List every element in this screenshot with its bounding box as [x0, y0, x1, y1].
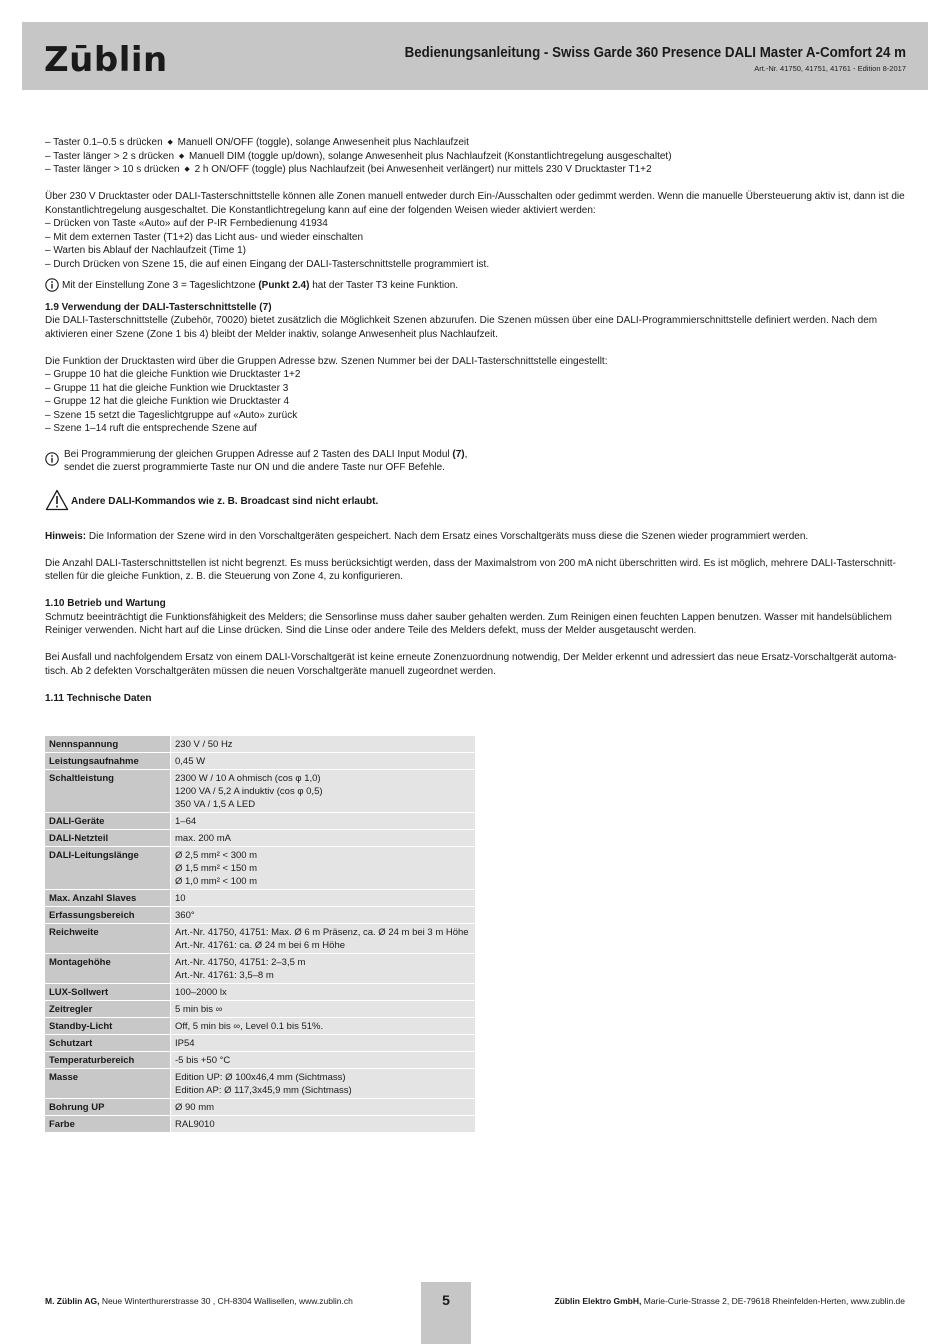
tech-value-line: 230 V / 50 Hz	[175, 739, 233, 750]
section-1-11-heading: 1.11 Technische Daten	[45, 692, 152, 704]
warning-note	[45, 495, 907, 511]
tech-row	[45, 813, 475, 830]
tech-row	[45, 1052, 475, 1069]
tech-value-line: Art.-Nr. 41761: 3,5–8 m	[175, 970, 274, 981]
hint-label: Hinweis:	[45, 530, 87, 542]
tech-value-line: 0,45 W	[175, 756, 206, 767]
footer-left-address: Neue Winterthurerstrasse 30 , CH-8304 Wallisellen, www.zublin.ch	[99, 1296, 353, 1306]
warning-icon	[45, 489, 69, 511]
tech-row	[45, 1035, 475, 1052]
tech-value	[171, 984, 476, 1001]
section-1-9-item: – Gruppe 11 hat die gleiche Funktion wie Drucktaster 3	[45, 382, 289, 394]
intro-line-3-pre: – Taster länger > 10 s drücken	[45, 164, 180, 175]
tech-row	[45, 736, 475, 753]
tech-value-line: 5 min bis ∞	[175, 1004, 223, 1015]
tech-value-line: Ø 1,5 mm² < 150 m	[175, 863, 258, 874]
tech-row	[45, 753, 475, 770]
hint-line	[45, 530, 907, 544]
manual-item: – Durch Drücken von Szene 15, die auf einen Eingang der DALI-Tasterschnittstelle programmiert ist.	[45, 258, 490, 270]
document-meta: Art.-Nr. 41750, 41751, 41761 - Edition 8-2017	[754, 64, 906, 73]
diamond-bullet-icon: ◆	[184, 166, 190, 173]
manual-item: – Drücken von Taste «Auto» auf der P-IR Fernbedienung 41934	[45, 218, 328, 229]
technical-data-table	[45, 736, 475, 1133]
manual-para-line-1: Über 230 V Drucktaster oder DALI-Tasterschnittstelle können alle Zonen manuell entweder durch Ein-/Ausschalten oder gedimmt werden. Wenn die manuelle Übersteuerung aktiv ist, dann ist die	[45, 191, 905, 202]
intro-line-2-pre: – Taster länger > 2 s drücken	[45, 150, 175, 162]
count-line-1: Die Anzahl DALI-Tasterschnittstellen ist nicht begrenzt. Es muss berücksichtigt werden, dass der Maximalstrom von 200 mA nicht überschritten wird. Es ist möglich, mehrere DALI-Tasterschnitt-	[45, 557, 896, 569]
tech-row	[45, 1099, 475, 1116]
tech-key: Montagehöhe	[45, 954, 171, 984]
tech-value	[171, 907, 476, 924]
tech-row	[45, 907, 475, 924]
tech-key: Temperaturbereich	[45, 1052, 171, 1069]
technical-data-body	[45, 736, 475, 1133]
tech-value	[171, 1001, 476, 1018]
tech-value	[171, 736, 476, 753]
document-title: Bedienungsanleitung - Swiss Garde 360 Presence DALI Master A-Comfort 24 m	[404, 45, 906, 61]
section-1-10-line-1: Schmutz beeinträchtigt die Funktionsfähigkeit des Melders; die Sensorlinse muss daher sauber gehalten werden. Zum Reinigen einen feuchten Lappen benutzen. Wasser mit handelsüblichem	[45, 611, 892, 623]
tech-value-line: -5 bis +50 °C	[175, 1055, 231, 1066]
tech-value	[171, 1018, 476, 1035]
tech-value	[171, 830, 476, 847]
tech-value-line: 100–2000 lx	[175, 987, 227, 998]
footer-right-company: Züblin Elektro GmbH,	[554, 1296, 642, 1306]
tech-row	[45, 1018, 475, 1035]
tech-key: Reichweite	[45, 924, 171, 954]
s19-note-line-2: sendet die zuerst programmierte Taste nur ON und die andere Taste nur OFF Befehle.	[64, 462, 445, 473]
manual-note-text: Mit der Einstellung Zone 3 = Tageslichtzone	[62, 280, 259, 291]
info-icon	[45, 278, 59, 292]
tech-value	[171, 1116, 476, 1133]
intro-line-1-pre: – Taster 0.1–0.5 s drücken	[45, 137, 163, 148]
s19-note-text: Bei Programmierung der gleichen Gruppen Adresse auf 2 Tasten des DALI Input Modul	[64, 448, 453, 460]
tech-value	[171, 847, 476, 890]
tech-row	[45, 1001, 475, 1018]
tech-key: DALI-Leitungslänge	[45, 847, 171, 890]
intro-line-2	[45, 150, 907, 164]
main-content	[45, 136, 907, 705]
tech-row	[45, 890, 475, 907]
tech-row	[45, 924, 475, 954]
footer-right	[554, 1296, 905, 1306]
tech-key: Masse	[45, 1069, 171, 1099]
tech-value-line: Art.-Nr. 41761: ca. Ø 24 m bei 6 m Höhe	[175, 940, 346, 951]
manual-note-text-end: hat der Taster T3 keine Funktion.	[309, 280, 459, 291]
s19-note-comma: ,	[464, 448, 468, 460]
footer-left	[45, 1296, 353, 1306]
tech-value-line: 1–64	[175, 816, 197, 827]
tech-value-line: 350 VA / 1,5 A LED	[175, 799, 256, 810]
intro-line-1	[45, 136, 907, 150]
info-icon	[45, 452, 59, 466]
tech-key: DALI-Netzteil	[45, 830, 171, 847]
tech-value	[171, 1035, 476, 1052]
intro-line-2-post: Manuell DIM (toggle up/down), solange Anwesenheit plus Nachlaufzeit (Konstantlichtregelung ausgeschaltet)	[189, 150, 672, 162]
section-1-10-line-4: tisch. Ab 2 defekten Vorschaltgeräten müssen die neuen Vorschaltgeräte manuell zugeordnet werden.	[45, 665, 496, 677]
page-number-box	[421, 1282, 471, 1344]
tech-key: Farbe	[45, 1116, 171, 1133]
tech-value	[171, 813, 476, 830]
warning-text: Andere DALI-Kommandos wie z. B. Broadcast sind nicht erlaubt.	[71, 495, 379, 507]
tech-value-line: max. 200 mA	[175, 833, 231, 844]
tech-value-line: Edition UP: Ø 100x46,4 mm (Sichtmass)	[175, 1072, 346, 1083]
tech-row	[45, 770, 475, 813]
tech-key: LUX-Sollwert	[45, 984, 171, 1001]
section-1-9-item: – Szene 1–14 ruft die entsprechende Szene auf	[45, 423, 257, 434]
footer-right-address: Marie-Curie-Strasse 2, DE-79618 Rheinfelden-Herten, www.zublin.de	[641, 1296, 905, 1306]
tech-value-line: Art.-Nr. 41750, 41751: 2–3,5 m	[175, 957, 306, 968]
tech-value	[171, 1069, 476, 1099]
tech-value-line: Edition AP: Ø 117,3x45,9 mm (Sichtmass)	[175, 1085, 352, 1096]
section-1-9-item: – Gruppe 10 hat die gleiche Funktion wie Drucktaster 1+2	[45, 369, 301, 380]
tech-value-line: Art.-Nr. 41750, 41751: Max. Ø 6 m Präsenz, ca. Ø 24 m bei 3 m Höhe	[175, 927, 469, 938]
tech-row	[45, 830, 475, 847]
brand-logo: Zūblin	[44, 40, 168, 80]
section-1-9-item: – Gruppe 12 hat die gleiche Funktion wie Drucktaster 4	[45, 396, 290, 407]
page-number: 5	[442, 1292, 450, 1308]
section-1-9-line-1: Die DALI-Tasterschnittstelle (Zubehör, 70020) bietet zusätzlich die Möglichkeit Szenen abzurufen. Die Szenen müssen über eine DALI-Programmierschnittstelle definiert werden. Nach dem	[45, 315, 878, 326]
intro-line-3-post: 2 h ON/OFF (toggle) plus Nachlaufzeit (bei Anwesenheit verlängert) nur mittels 230 V Drucktaster T1+2	[194, 164, 652, 175]
intro-line-3	[45, 163, 907, 177]
diamond-bullet-icon: ◆	[178, 152, 185, 160]
tech-value-line: RAL9010	[175, 1119, 215, 1130]
manual-item: – Mit dem externen Taster (T1+2) das Licht aus- und wieder einschalten	[45, 231, 364, 243]
tech-value-line: 1200 VA / 5,2 A induktiv (cos φ 0,5)	[175, 786, 323, 797]
tech-value-line: Ø 2,5 mm² < 300 m	[175, 850, 258, 861]
tech-value	[171, 770, 476, 813]
tech-key: Max. Anzahl Slaves	[45, 890, 171, 907]
tech-key: Nennspannung	[45, 736, 171, 753]
tech-row	[45, 984, 475, 1001]
section-1-10-line-3: Bei Ausfall und nachfolgendem Ersatz von einem DALI-Vorschaltgerät ist keine erneute Zonenzuordnung notwendig, Der Melder erkennt und adressiert das neue Ersatz-Vorschaltgerät automa-	[45, 652, 897, 663]
hint-text: Die Information der Szene wird in den Vorschaltgeräten gespeichert. Nach dem Ersatz eines Vorschaltgeräts muss diese die Szenen wieder programmiert werden.	[86, 530, 809, 542]
section-1-9-line-2: aktivieren einer Szene (Zone 1 bis 4) bleibt der Melder inaktiv, solange Anwesenheit plus Nachlaufzeit.	[45, 328, 498, 340]
tech-value	[171, 954, 476, 984]
tech-value-line: 10	[175, 893, 186, 904]
tech-value-line: Ø 90 mm	[175, 1102, 215, 1113]
section-1-10-heading: 1.10 Betrieb und Wartung	[45, 598, 166, 609]
page-footer	[0, 1282, 950, 1344]
tech-value-line: Ø 1,0 mm² < 100 m	[175, 876, 258, 887]
manual-note-ref: (Punkt 2.4)	[258, 280, 310, 291]
diamond-bullet-icon: ◆	[167, 139, 173, 146]
tech-row	[45, 1069, 475, 1099]
tech-value-line: Off, 5 min bis ∞, Level 0.1 bis 51%.	[175, 1021, 324, 1032]
tech-value	[171, 1052, 476, 1069]
tech-value-line: IP54	[175, 1038, 195, 1049]
tech-key: Schutzart	[45, 1035, 171, 1052]
tech-key: Schaltleistung	[45, 770, 171, 813]
manual-item: – Warten bis Ablauf der Nachlaufzeit (Time 1)	[45, 245, 247, 256]
tech-key: Leistungsaufnahme	[45, 753, 171, 770]
section-1-9-func-intro: Die Funktion der Drucktasten wird über die Gruppen Adresse bzw. Szenen Nummer bei der DALI-Tasterschnittstelle eingestellt:	[45, 355, 608, 367]
tech-key: Bohrung UP	[45, 1099, 171, 1116]
tech-key: Standby-Licht	[45, 1018, 171, 1035]
tech-value-line: 360°	[175, 910, 195, 921]
tech-row	[45, 1116, 475, 1133]
tech-value	[171, 924, 476, 954]
section-1-9-item: – Szene 15 setzt die Tageslichtgruppe auf «Auto» zurück	[45, 409, 298, 421]
s19-note-ref: (7)	[452, 448, 465, 460]
tech-key: Zeitregler	[45, 1001, 171, 1018]
tech-value	[171, 890, 476, 907]
page-header	[22, 22, 928, 90]
section-1-9-info-note	[45, 448, 907, 475]
section-1-9-heading: 1.9 Verwendung der DALI-Tasterschnittstelle (7)	[45, 301, 272, 313]
tech-row	[45, 954, 475, 984]
section-1-10-line-2: Reiniger verwenden. Nicht hart auf die Linse drücken. Sind die Linse oder andere Teile des Melders defekt, muss der Melder ausgetauscht werden.	[45, 625, 697, 636]
tech-value	[171, 1099, 476, 1116]
footer-left-company: M. Züblin AG,	[45, 1296, 100, 1306]
manual-para-line-2: Konstantlichtregelung ausgeschaltet. Die Konstantlichtregelung kann auf eine der folgenden Weisen wieder aktiviert werden:	[45, 204, 596, 216]
tech-value-line: 2300 W / 10 A ohmisch (cos φ 1,0)	[175, 773, 321, 784]
count-line-2: stellen für die gleiche Funktion, z. B. die Steuerung von Zone 4, zu konfigurieren.	[45, 571, 403, 582]
tech-value	[171, 753, 476, 770]
manual-info-note	[45, 279, 907, 293]
tech-row	[45, 847, 475, 890]
tech-key: DALI-Geräte	[45, 813, 171, 830]
tech-key: Erfassungsbereich	[45, 907, 171, 924]
intro-line-1-post: Manuell ON/OFF (toggle), solange Anwesenheit plus Nachlaufzeit	[177, 137, 469, 148]
